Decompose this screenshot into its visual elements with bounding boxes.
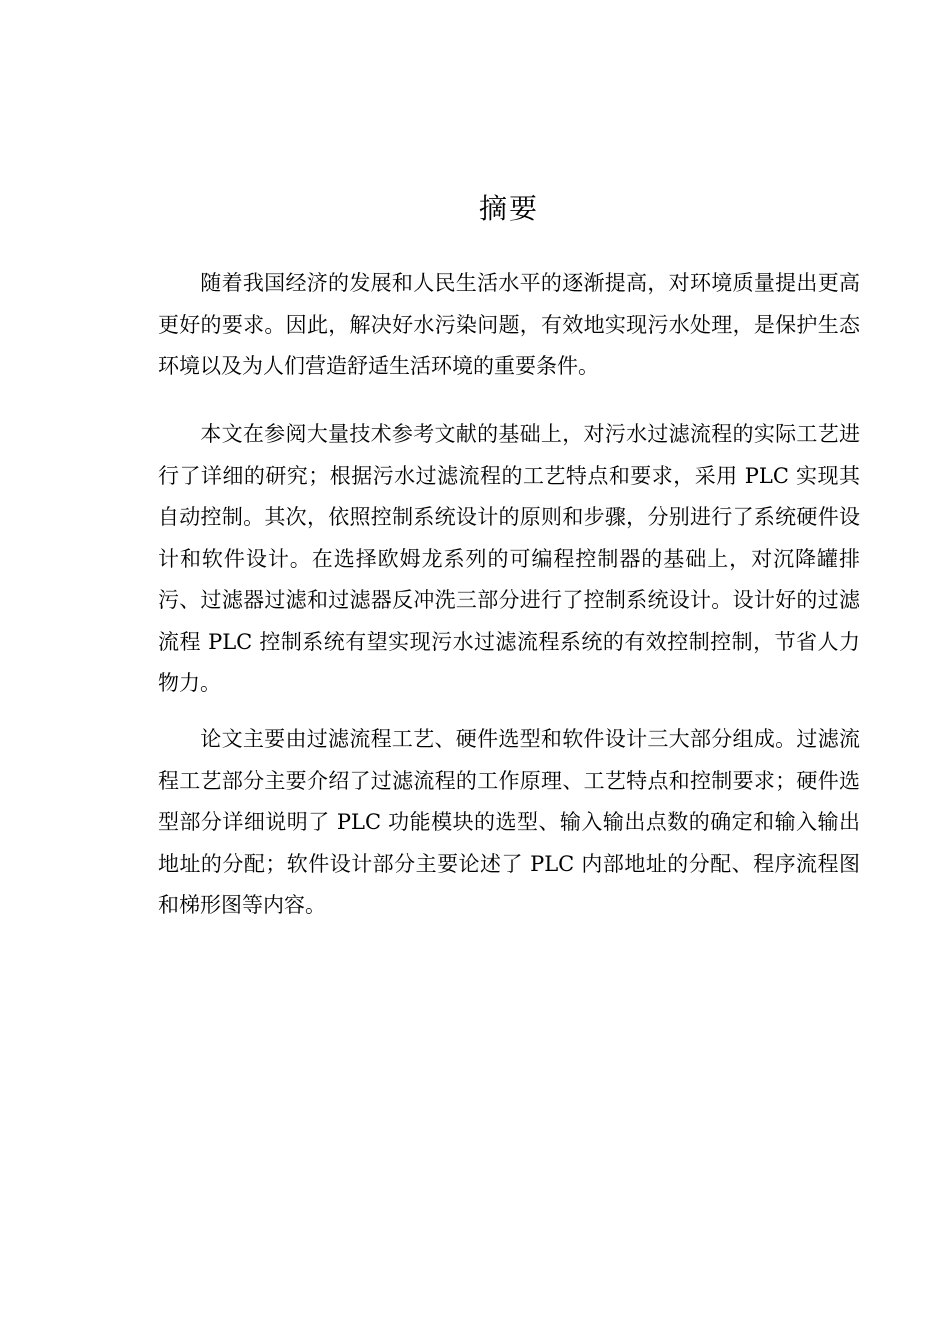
paragraph-text: 随着我国经济的发展和人民生活水平的逐渐提高，对环境质量提出更高更好的要求。因此，解决好水污染问题，有效地实现污水处理，是保护生态环境以及为人们营造舒适生活环境的重要条件。 (158, 271, 860, 378)
paragraph-structure (158, 719, 860, 927)
paragraph-text: 论文主要由过滤流程工艺、硬件选型和软件设计三大部分组成。过滤流程工艺部分主要介绍了过滤流程的工作原理、工艺特点和控制要求；硬件选型部分详细说明了 PLC 功能模块的选型、输入输出点数的确定和输入输出地址的分配；软件设计部分主要论述了 PLC 内部地址的分配、程序流程图和梯形图等内容。 (158, 727, 860, 917)
paragraph-text: 本文在参阅大量技术参考文献的基础上，对污水过滤流程的实际工艺进行了详细的研究；根据污水过滤流程的工艺特点和要求，采用 PLC 实现其自动控制。其次，依照控制系统设计的原则和步骤，分别进行了系统硬件设计和软件设计。在选择欧姆龙系列的可编程控制器的基础上，对沉降罐排污、过滤器过滤和过滤器反冲洗三部分进行了控制系统设计。设计好的过滤流程 PLC 控制系统有望实现污水过滤流程系统的有效控制控制，节省人力物力。 (158, 422, 860, 695)
page-title: 摘要 (478, 192, 539, 225)
paragraph-method (158, 414, 860, 705)
paragraph-intro (158, 263, 860, 388)
